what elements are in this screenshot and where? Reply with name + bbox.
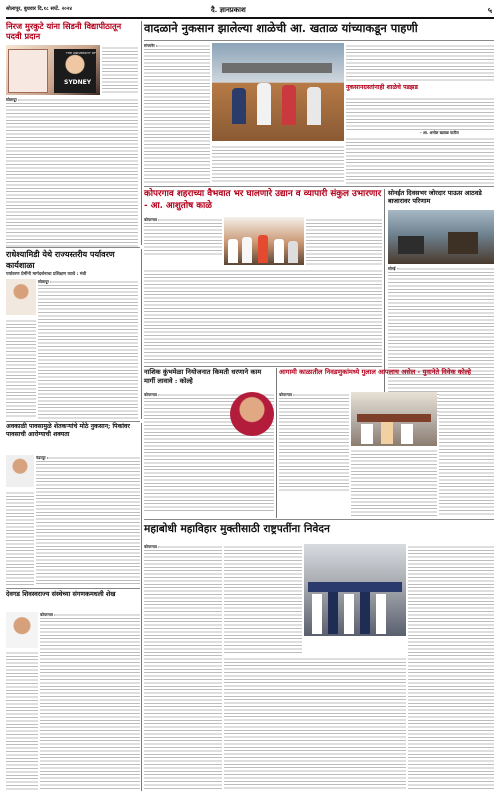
- rule: [6, 588, 140, 589]
- dateline: सोलापूर :: [6, 97, 20, 102]
- garden-body-3: [144, 268, 382, 364]
- mahabodhi-body-4: [224, 656, 406, 790]
- headline: अवकाळी पावसामुळे शेतकऱ्यांचे मोठे नुकसान; पिकांवर पावसाची आरोग्याची शक्यता: [6, 423, 130, 439]
- dateline: सोनई -: [388, 266, 399, 271]
- dateline: कोपरगाव :: [40, 612, 56, 617]
- headline: सोनईत दिवसभर जोरदार पाऊस आठवडे बाजारावर परिणाम: [388, 189, 482, 206]
- kicker: - आ. अमोल खताळ पाटील: [420, 130, 459, 135]
- photo-text-sydney: SYDNEY: [64, 79, 92, 86]
- dateline: कोपरगाव :: [279, 392, 295, 397]
- headline: महाबोधी महाविहार मुक्तीसाठी राष्ट्रपतींना निवेदन: [144, 523, 330, 535]
- mahabodhi-body-2: [224, 544, 302, 654]
- minister-photo: [6, 279, 36, 315]
- school-body-3: [346, 43, 494, 83]
- mahabodhi-photo: [304, 544, 406, 636]
- column-divider: [141, 423, 142, 791]
- headline: निरज मुरकुटे यांना सिडनी विद्यापीठातून पदवी प्रदान: [6, 21, 122, 41]
- article-school: [144, 21, 494, 39]
- crop-body-2: [6, 490, 34, 585]
- crop-body: [36, 455, 140, 585]
- subheadline: नुकसानग्रस्तांनाही शाळेचे पडझड: [346, 84, 418, 91]
- dateline: कोपरगाव :: [144, 544, 160, 549]
- column-divider: [141, 21, 142, 245]
- masthead-paper: दै. ज्ञानप्रकाश: [211, 5, 246, 14]
- article-crop: [6, 423, 140, 453]
- headline: कोपरगाव शहराच्या वैभवात भर घालणारे उद्यान व व्यापारी संकुल उभारणार - आ. आशुतोष काळे: [144, 189, 382, 211]
- mahabodhi-body-3: [408, 544, 494, 790]
- garden-photo: [224, 217, 304, 265]
- garden-body-2: [306, 217, 382, 265]
- devgad-body: [40, 612, 140, 790]
- rule: [6, 247, 140, 248]
- school-body-2: [212, 144, 344, 184]
- page-number: ५: [487, 6, 492, 15]
- environment-body-2: [6, 318, 36, 418]
- photo-text-uni: THE UNIVERSITY OF: [66, 51, 96, 55]
- article-devgad: [6, 590, 140, 612]
- headline: देवगड शिवस्वराज्य संस्थेच्या संगणकमधली शेख: [6, 590, 116, 598]
- rule: [144, 519, 494, 520]
- election-body-1: [279, 392, 349, 492]
- column-divider: [276, 368, 277, 518]
- masthead-date: सोलापूर, बुधवार दि.१८ सप्टें. २०२४: [6, 6, 72, 12]
- subheadline: पर्यावरण प्रेमींनी मार्गदर्शनाचा प्रशिक्षण घ्यावे : मंत्री: [6, 272, 87, 277]
- rule: [144, 186, 494, 187]
- mahabodhi-body-1: [144, 544, 222, 790]
- rule: [144, 366, 382, 367]
- article-garden: [144, 189, 382, 215]
- article-sydney: [6, 21, 138, 251]
- rule: [6, 421, 140, 422]
- rule: [144, 40, 494, 41]
- school-body-5: [346, 136, 494, 184]
- article-rain: [388, 189, 494, 211]
- dateline: पंढरपूर :: [36, 455, 49, 460]
- environment-body: [38, 279, 138, 419]
- headline: वादळाने नुकसान झालेल्या शाळेची आ. खताळ यांच्याकडून पाहणी: [144, 21, 418, 35]
- school-photo: [212, 43, 344, 141]
- dateline: सोलापूर :: [38, 279, 52, 284]
- crop-photo: [6, 455, 34, 487]
- election-body-2: [439, 392, 494, 516]
- devgad-body-2: [6, 650, 38, 790]
- headline: नाशिक कुंभमेळा नियोजनात किमती धरणाने काम मार्गी लावावे : कोल्हे: [144, 368, 262, 385]
- election-photo: [351, 392, 437, 446]
- body-text-right: [102, 45, 138, 95]
- school-body-4: [346, 96, 494, 130]
- nashik-photo: [230, 392, 274, 436]
- headline: राधेश्यामिडी येथे राज्यस्तरीय पर्यावरण कार्यशाळा: [6, 249, 115, 270]
- sydney-photo: [6, 45, 100, 95]
- devgad-photo: [6, 612, 38, 648]
- column-divider: [141, 249, 142, 419]
- rain-photo: [388, 210, 494, 264]
- dateline: संगमनेर :: [144, 43, 158, 48]
- body-text-main: [6, 97, 138, 249]
- dateline: कोपरगाव :: [144, 217, 160, 222]
- school-body-1: [144, 43, 210, 183]
- dateline: कोपरगाव :: [144, 392, 160, 397]
- headline: आगामी काळातील निवडणुकांमध्ये गुलाल आपलाच असेल - युवानेते विवेक कोल्हे: [279, 368, 471, 376]
- article-election: [279, 368, 494, 390]
- article-mahabodhi: [144, 522, 494, 540]
- masthead-rule: [6, 17, 494, 19]
- election-body-3: [351, 448, 437, 516]
- article-nashik: [144, 368, 274, 390]
